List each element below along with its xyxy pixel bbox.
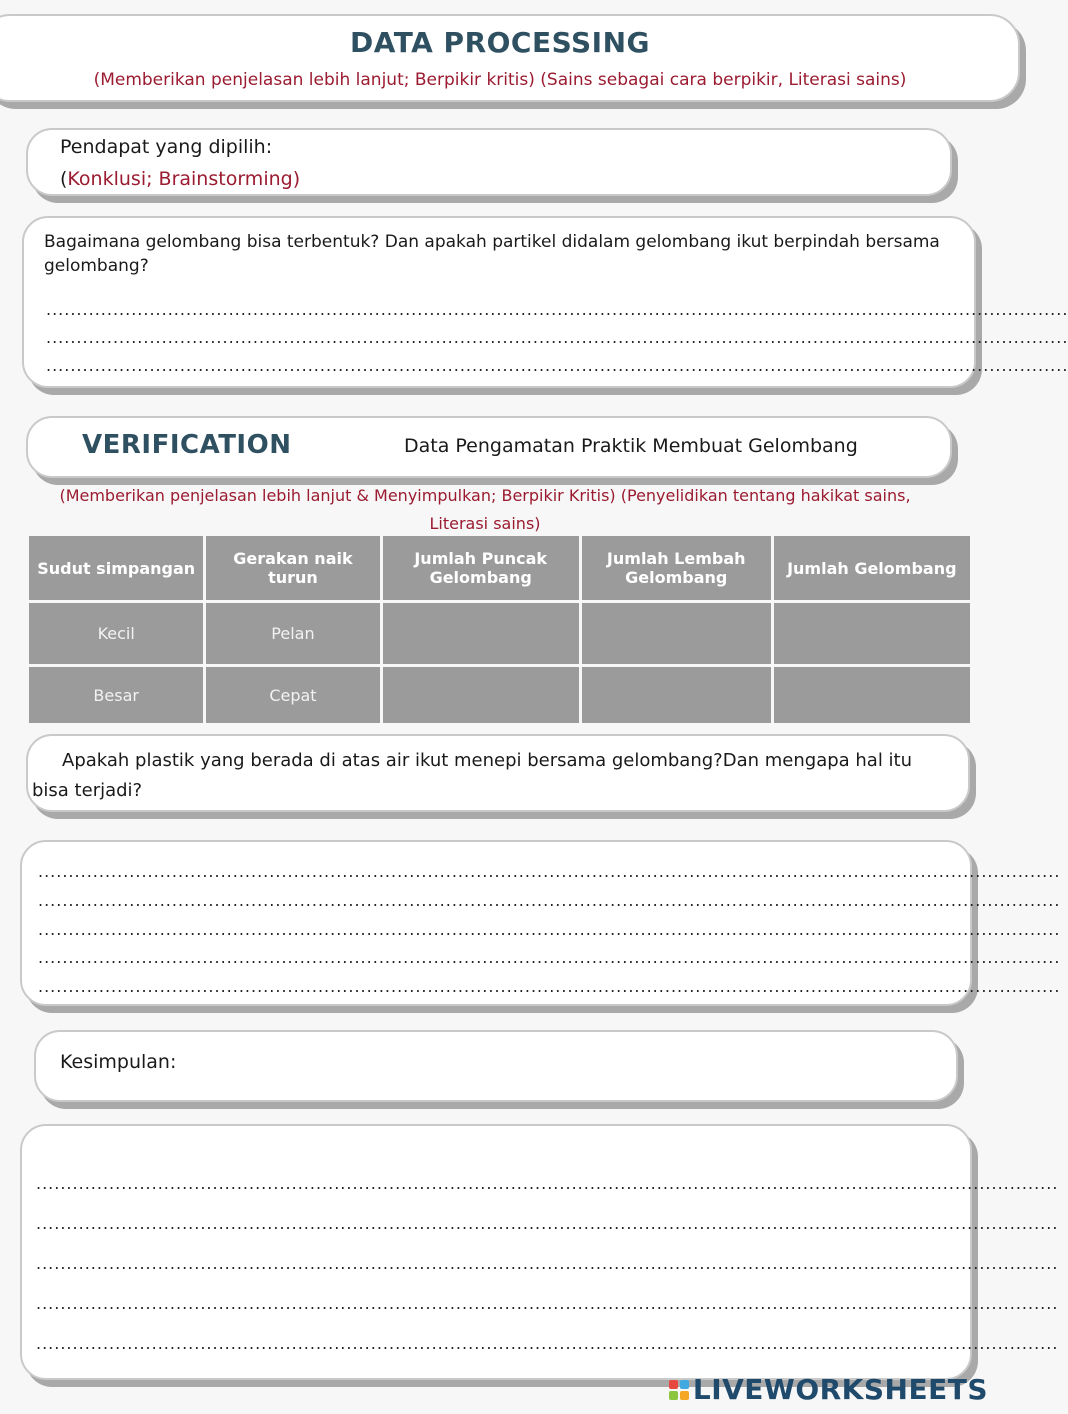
table-row (29, 667, 970, 723)
answer-line-4[interactable]: ........................................................................................................................................................................ (38, 948, 1061, 967)
header-box (0, 14, 1020, 102)
table-cell: Cepat (206, 667, 379, 723)
logo-square-red (669, 1380, 678, 1389)
verification-caption: Data Pengamatan Praktik Membuat Gelombang (404, 435, 858, 457)
opinion-box (26, 128, 952, 196)
logo-text: LIVEWORKSHEETS (692, 1373, 988, 1406)
verification-title: VERIFICATION (82, 430, 292, 460)
question2-text: Apakah plastik yang berada di atas air ikut menepi bersama gelombang?Dan mengapa hal itu bisa terjadi? (32, 750, 913, 801)
opinion-tag-paren: ( (60, 168, 68, 190)
table-input-cell[interactable] (383, 603, 579, 664)
col-header: Sudut simpangan (29, 536, 203, 600)
header-subtitle: (Memberikan penjelasan lebih lanjut; Berpikir kritis) (Sains sebagai cara berpikir, Literasi sains) (93, 70, 907, 90)
answer-line-5[interactable]: ........................................................................................................................................................................ (38, 977, 1061, 996)
logo-square-orange (680, 1391, 689, 1400)
conclusion-box (34, 1030, 958, 1102)
question2-box (26, 734, 970, 812)
answer-line-1[interactable]: ........................................................................................................................................................................ (46, 300, 1068, 319)
col-header: Gerakan naik turun (206, 536, 379, 600)
table-cell: Besar (29, 667, 203, 723)
table-row (29, 603, 970, 664)
logo-square-green (669, 1391, 678, 1400)
opinion-label: Pendapat yang dipilih: (60, 136, 273, 158)
observation-table (26, 533, 973, 726)
logo-square-blue (680, 1380, 689, 1389)
answer-line-1[interactable]: ........................................................................................................................................................................ (36, 1174, 1059, 1193)
verification-note: (Memberikan penjelasan lebih lanjut & Menyimpulkan; Berpikir Kritis) (Penyelidikan tentang hakikat sains, Literasi sains) (59, 486, 911, 533)
opinion-tag-text: Konklusi; Brainstorming) (67, 168, 301, 190)
verification-box (26, 416, 952, 478)
question1-box (22, 216, 1068, 388)
conclusion-answer-box (20, 1124, 1059, 1380)
answer-line-1[interactable]: ........................................................................................................................................................................ (38, 862, 1061, 881)
table-input-cell[interactable] (774, 667, 970, 723)
table-cell: Kecil (29, 603, 203, 664)
col-header: Jumlah Lembah Gelombang (582, 536, 771, 600)
answer-line-3[interactable]: ........................................................................................................................................................................ (38, 920, 1061, 939)
logo-mark-icon (669, 1380, 689, 1400)
answer-line-3[interactable]: ........................................................................................................................................................................ (46, 356, 1068, 375)
answer-line-4[interactable]: ........................................................................................................................................................................ (36, 1294, 1059, 1313)
table-header-row (29, 536, 970, 600)
table-cell: Pelan (206, 603, 379, 664)
liveworksheets-logo[interactable] (669, 1373, 988, 1406)
answer-line-5[interactable]: ........................................................................................................................................................................ (36, 1334, 1059, 1353)
col-header: Jumlah Puncak Gelombang (383, 536, 579, 600)
question1-text: Bagaimana gelombang bisa terbentuk? Dan apakah partikel didalam gelombang ikut berpindah bersama gelombang? (44, 232, 940, 276)
table-input-cell[interactable] (383, 667, 579, 723)
opinion-tag (60, 168, 300, 190)
answer-box-2 (20, 840, 1061, 1006)
answer-line-2[interactable]: ........................................................................................................................................................................ (36, 1214, 1059, 1233)
table-input-cell[interactable] (582, 603, 771, 664)
conclusion-label: Kesimpulan: (60, 1051, 177, 1073)
answer-line-3[interactable]: ........................................................................................................................................................................ (36, 1254, 1059, 1273)
table-input-cell[interactable] (582, 667, 771, 723)
col-header: Jumlah Gelombang (774, 536, 970, 600)
answer-line-2[interactable]: ........................................................................................................................................................................ (46, 328, 1068, 347)
page-title: DATA PROCESSING (349, 26, 651, 59)
table-input-cell[interactable] (774, 603, 970, 664)
answer-line-2[interactable]: ........................................................................................................................................................................ (38, 891, 1061, 910)
